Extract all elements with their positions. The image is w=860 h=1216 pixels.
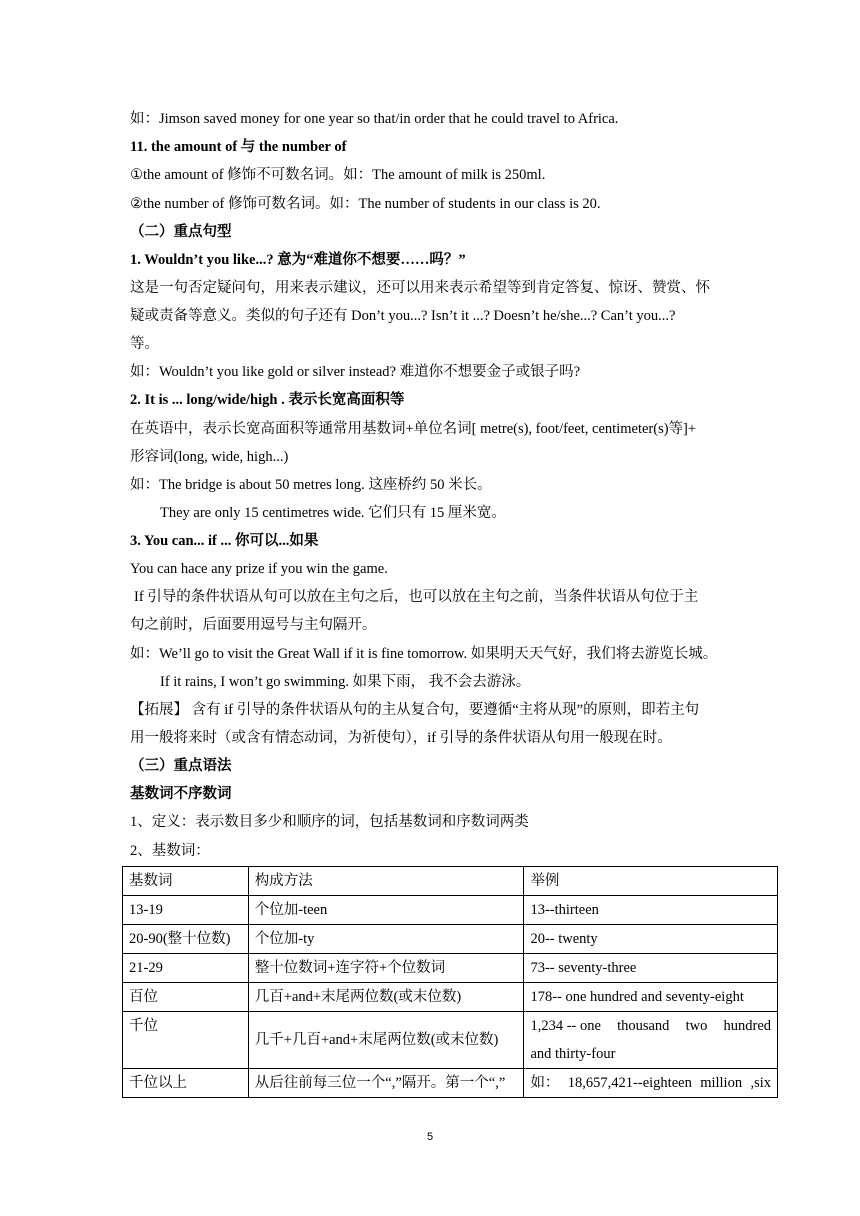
example-line: They are only 15 centimetres wide. 它们只有 15 厘米宽。 [160,505,506,521]
table-header-cell: 基数词 [123,867,249,896]
cardinal-number-table [122,866,778,1098]
table-row [123,954,778,983]
page-number: 5 [426,1131,434,1143]
paragraph-line: 疑或责备等意义。类似的句子还有 Don’t you...? Isn’t it ...? Doesn’t he/she...? Can’t you...? [130,308,676,324]
cardinal-heading: 2、基数词： [130,843,210,859]
table-row [123,1012,778,1069]
number-of-rule: ②the number of 修饰可数名词。如：The number of students in our class is 20. [130,196,601,212]
table-row [123,1069,778,1098]
example-line: 如：The bridge is about 50 metres long. 这座桥约 50 米长。 [130,477,492,493]
table-cell: 13-19 [123,896,249,925]
table-header-cell: 构成方法 [248,867,524,896]
example-so-that: 如：Jimson saved money for one year so that/in order that he could travel to Africa. [130,111,619,127]
section-key-grammar: （三）重点语法 [130,758,232,774]
table-cell [524,1012,778,1069]
justified-line: 如： 18,657,421--eighteen million ,six [530,1075,771,1091]
example-line: You can hace any prize if you win the game. [130,561,388,577]
example-line: 如：Wouldn’t you like gold or silver instead? 难道你不想要金子或银子吗? [130,364,581,380]
table-cell: 从后往前每三位一个“,”隔开。第一个“,” [248,1069,524,1098]
heading-wouldnt-you-like: 1. Wouldn’t you like...? 意为“难道你不想要……吗？” [130,252,466,268]
table-row [123,896,778,925]
paragraph-line: 用一般将来时（或含有情态动词，为祈使句），if 引导的条件状语从句用一般现在时。 [130,730,672,746]
amount-of-rule: ①the amount of 修饰不可数名词。如：The amount of milk is 250ml. [130,167,546,183]
example-line: If it rains, I won’t go swimming. 如果下雨， 我不会去游泳。 [160,674,531,690]
heading-numerals: 基数词不序数词 [130,786,232,802]
extension-note: 【拓展】 含有 if 引导的条件状语从句的主从复合句，要遵循“主将从现”的原则，即若主句 [130,702,700,718]
justified-line: 1,234 -- one thousand two hundred [530,1018,771,1034]
table-cell: 千位 [123,1012,249,1069]
heading-you-can-if: 3. You can... if ... 你可以...如果 [130,533,319,549]
paragraph-line: If 引导的条件状语从句可以放在主句之后，也可以放在主句之前，当条件状语从句位于主 [134,589,699,605]
table-cell: 21-29 [123,954,249,983]
paragraph-line: 在英语中，表示长宽高面积等通常用基数词+单位名词[ metre(s), foot/feet, centimeter(s)等]+ [130,421,697,437]
table-cell [524,1069,778,1098]
heading-amount-number: 11. the amount of 与 the number of [130,139,347,155]
table-cell: 千位以上 [123,1069,249,1098]
table-cell: 20-- twenty [524,925,778,954]
table-cell: 百位 [123,983,249,1012]
table-cell: 整十位数词+连字符+个位数词 [248,954,524,983]
table-cell: 73-- seventy-three [524,954,778,983]
table-cell: 178-- one hundred and seventy-eight [524,983,778,1012]
example-line: 如：We’ll go to visit the Great Wall if it is fine tomorrow. 如果明天天气好，我们将去游览长城。 [130,646,718,662]
table-cell: 几百+and+末尾两位数(或末位数) [248,983,524,1012]
table-cell: 几千+几百+and+末尾两位数(或末位数) [248,1012,524,1069]
table-cell: 个位加-ty [248,925,524,954]
table-row [123,983,778,1012]
table-header-row [123,867,778,896]
paragraph-line: 这是一句否定疑问句，用来表示建议，还可以用来表示希望等到肯定答复、惊讶、赞赏、怀 [130,280,710,296]
paragraph-line: 等。 [130,336,159,352]
table-row [123,925,778,954]
heading-it-is-long: 2. It is ... long/wide/high . 表示长宽高面积等 [130,392,405,408]
table-header-cell: 举例 [524,867,778,896]
table-cell: 20-90(整十位数) [123,925,249,954]
paragraph-line: 形容词(long, wide, high...) [130,449,289,465]
paragraph-line: 句之前时，后面要用逗号与主句隔开。 [130,617,377,633]
table-cell: 13--thirteen [524,896,778,925]
table-cell: 个位加-teen [248,896,524,925]
cell-line: and thirty-four [530,1046,616,1062]
section-key-sentences: （二）重点句型 [130,224,232,240]
definition-line: 1、定义：表示数目多少和顺序的词，包括基数词和序数词两类 [130,814,529,830]
